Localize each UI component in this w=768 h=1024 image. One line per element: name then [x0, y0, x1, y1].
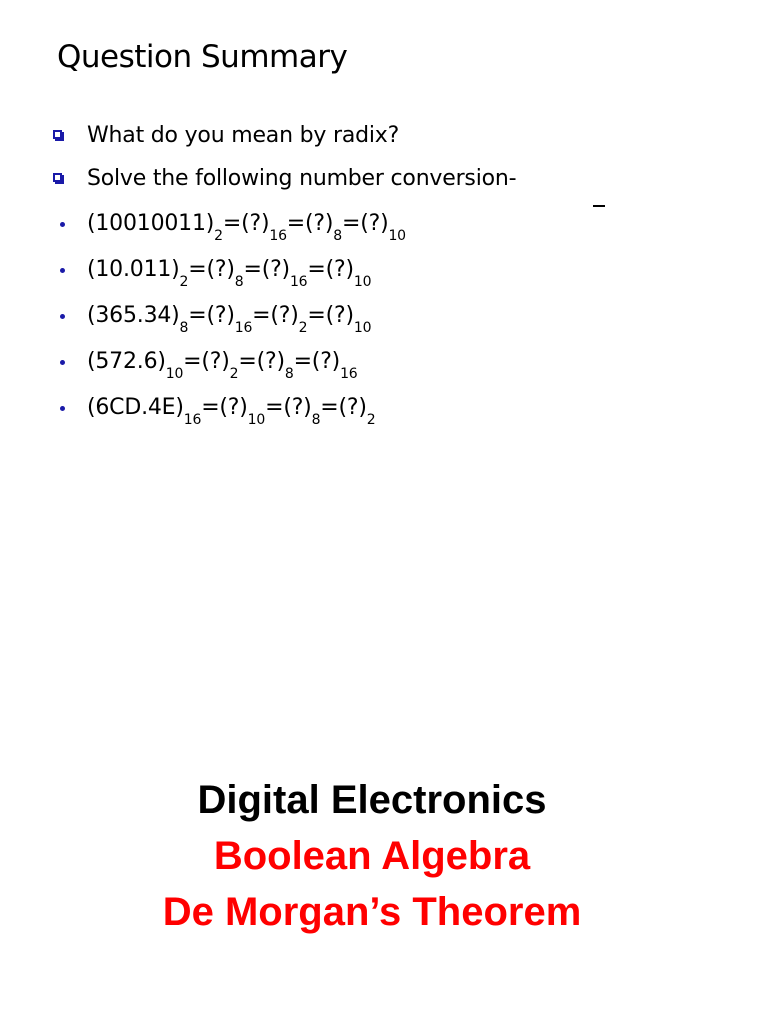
base-subscript: 8: [333, 228, 342, 244]
base-subscript: 2: [179, 274, 189, 290]
expression-part: =(?): [265, 395, 312, 420]
conversion-item: [58, 344, 406, 390]
expression-part: =(?): [307, 303, 354, 328]
dot-bullet-icon: [60, 222, 65, 227]
square-bullet-icon: [53, 173, 62, 182]
expression-part: (365.34): [87, 303, 180, 328]
topic-title-demorgan: De Morgan’s Theorem: [162, 890, 582, 934]
conversion-expression: [87, 395, 376, 428]
expression-part: =(?): [243, 257, 290, 282]
conversion-list: [58, 206, 406, 436]
expression-part: =(?): [188, 303, 235, 328]
conversion-item: [58, 390, 406, 436]
expression-part: =(?): [252, 303, 299, 328]
expression-part: =(?): [293, 349, 341, 374]
dash-mark: [593, 205, 605, 207]
expression-part: (6CD.4E): [87, 395, 184, 420]
conversion-expression: [87, 257, 372, 290]
expression-part: (10010011): [87, 211, 215, 236]
base-subscript: 8: [179, 320, 189, 336]
base-subscript: 10: [388, 228, 406, 244]
conversion-expression: [87, 211, 406, 244]
base-subscript: 2: [214, 228, 223, 244]
base-subscript: 16: [269, 228, 287, 244]
question-text: Solve the following number conversion-: [87, 166, 517, 191]
base-subscript: 2: [366, 412, 376, 428]
slide-title: Question Summary: [57, 39, 348, 75]
course-title: Digital Electronics: [197, 778, 547, 822]
question-item: [52, 118, 516, 161]
base-subscript: 16: [183, 412, 202, 428]
base-subscript: 2: [298, 320, 308, 336]
conversion-item: [58, 298, 406, 344]
base-subscript: 10: [353, 320, 372, 336]
conversion-item: [58, 252, 406, 298]
expression-part: =(?): [320, 395, 367, 420]
base-subscript: 10: [165, 366, 184, 382]
conversion-expression: [87, 349, 358, 382]
square-bullet-icon: [53, 130, 62, 139]
topic-title-boolean: Boolean Algebra: [213, 834, 531, 878]
expression-part: =(?): [188, 257, 235, 282]
conversion-expression: [87, 303, 372, 336]
expression-part: =(?): [307, 257, 354, 282]
question-list: [52, 118, 516, 204]
expression-part: =(?): [183, 349, 230, 374]
question-item: [52, 161, 516, 204]
base-subscript: 16: [234, 320, 253, 336]
conversion-item: [58, 206, 406, 252]
base-subscript: 2: [229, 366, 239, 382]
base-subscript: 16: [289, 274, 308, 290]
base-subscript: 8: [311, 412, 321, 428]
expression-part: (10.011): [87, 257, 180, 282]
expression-part: =(?): [201, 395, 248, 420]
base-subscript: 10: [353, 274, 372, 290]
dot-bullet-icon: [60, 314, 65, 319]
expression-part: (572.6): [87, 349, 166, 374]
dot-bullet-icon: [60, 268, 65, 273]
base-subscript: 8: [234, 274, 244, 290]
expression-part: =(?): [238, 349, 285, 374]
base-subscript: 8: [284, 366, 294, 382]
dot-bullet-icon: [60, 360, 65, 365]
dot-bullet-icon: [60, 406, 65, 411]
base-subscript: 16: [340, 366, 358, 382]
expression-part: =(?): [341, 211, 389, 236]
question-text: What do you mean by radix?: [87, 123, 400, 148]
expression-part: =(?): [286, 211, 334, 236]
base-subscript: 10: [247, 412, 266, 428]
expression-part: =(?): [222, 211, 270, 236]
